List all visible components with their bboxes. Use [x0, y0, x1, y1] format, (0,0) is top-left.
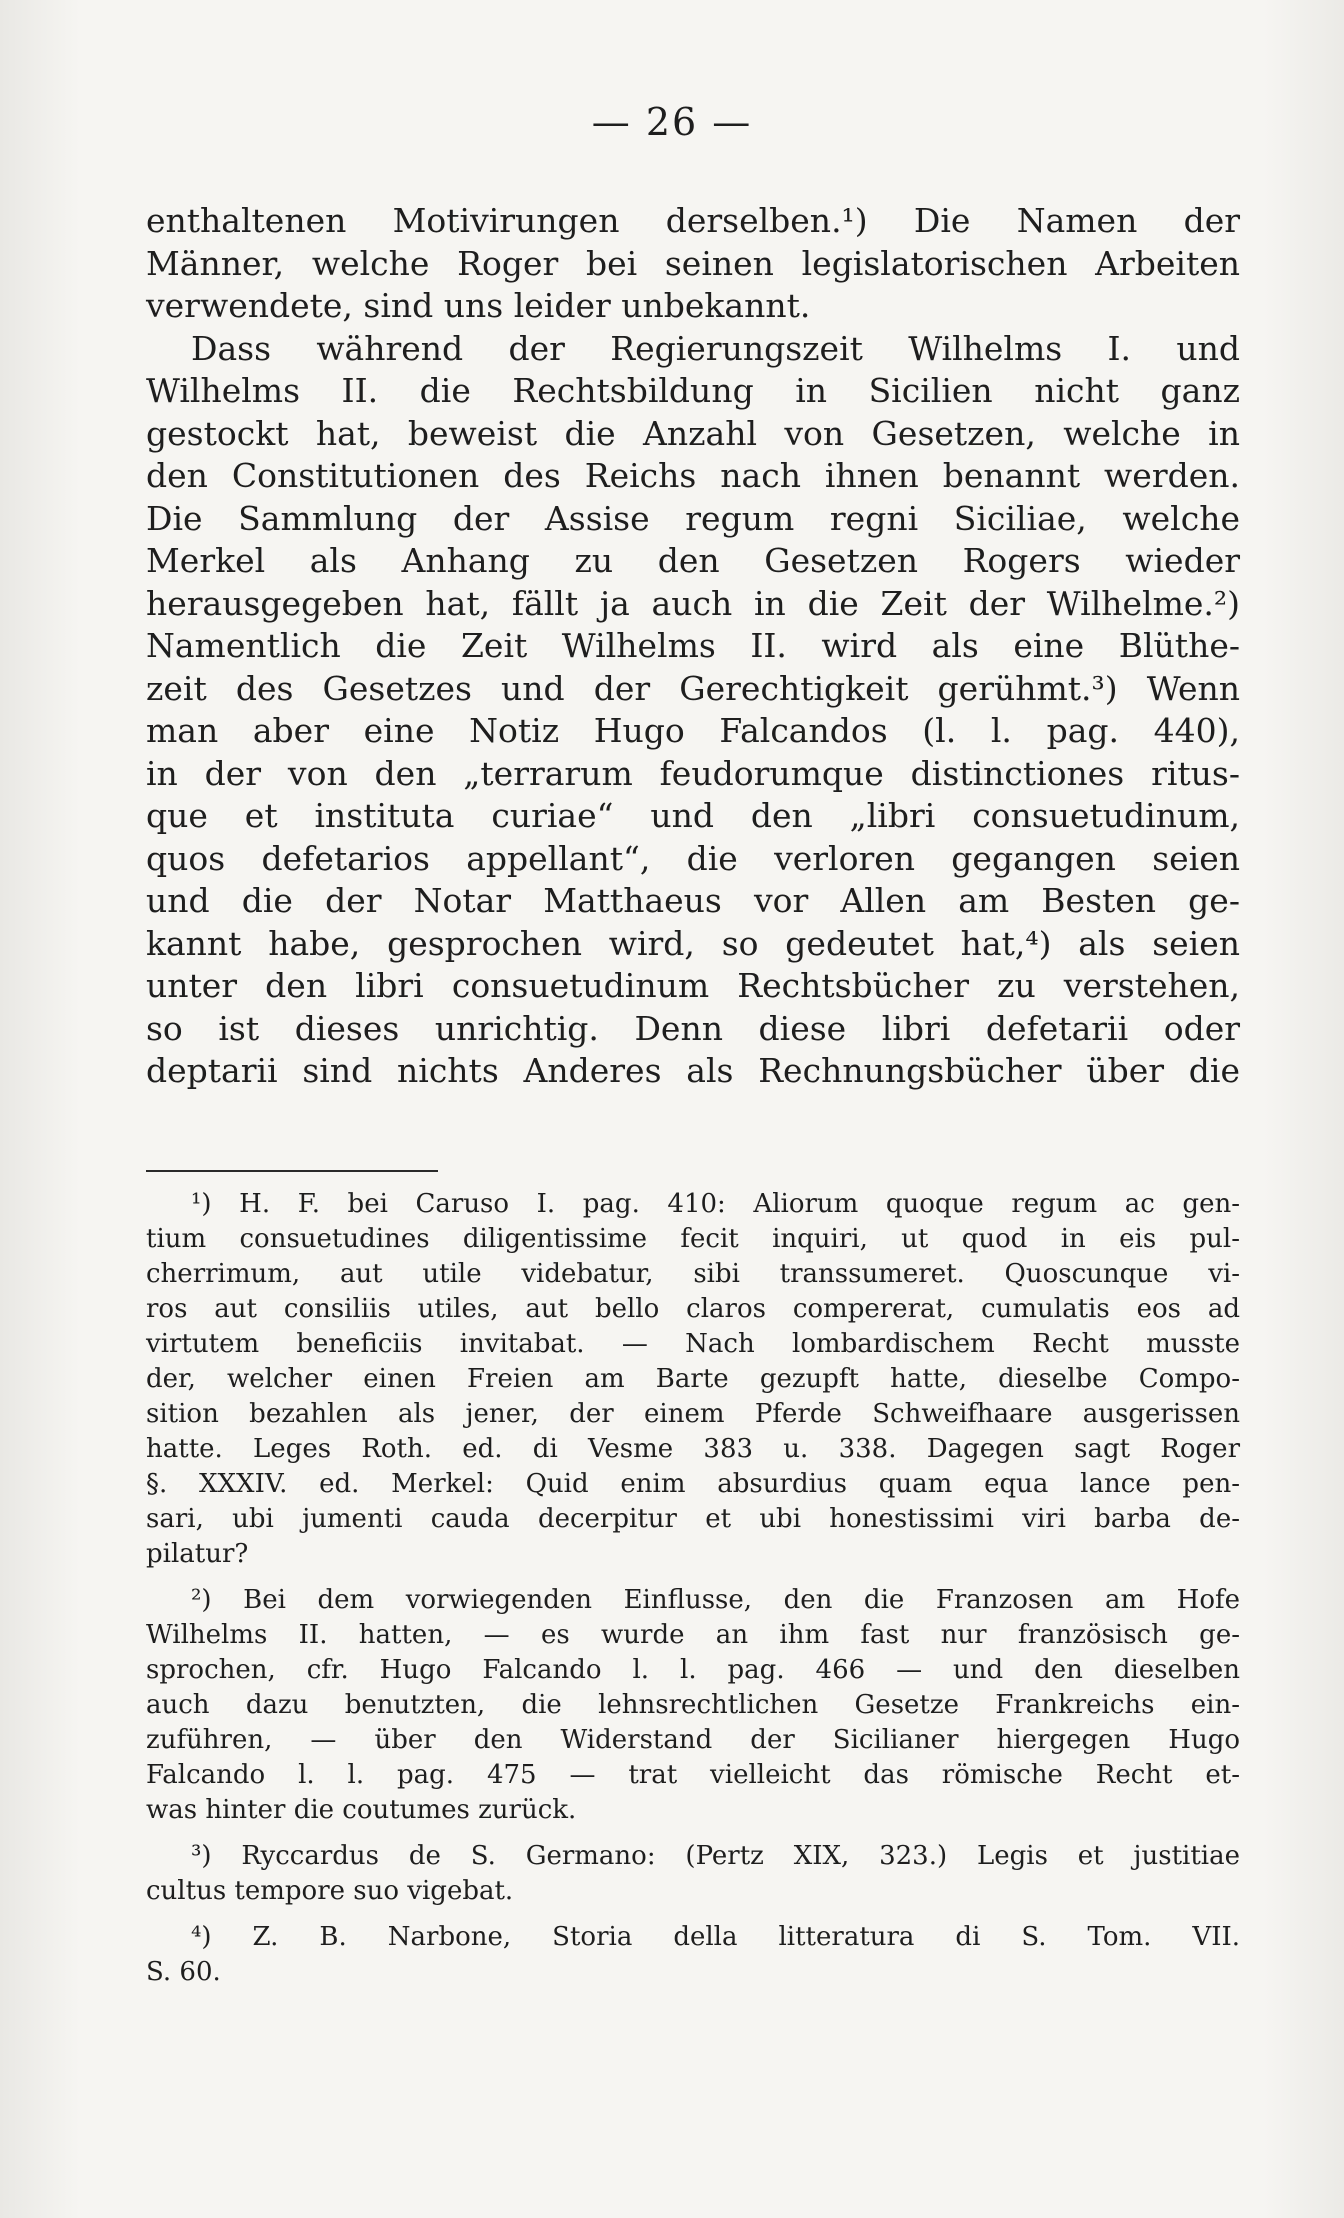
page-number: — 26 —	[591, 100, 753, 144]
main-text	[146, 200, 1240, 1093]
body-line: kannt habe, gesprochen wird, so gedeutet hat,⁴) als seien	[146, 923, 1240, 963]
footnote-line: sari, ubi jumenti cauda decerpitur et ubi honestissimi viri barba de-	[146, 1504, 1240, 1534]
body-line: den Constitutionen des Reichs nach ihnen benannt werden.	[146, 456, 1240, 495]
footnote-line: Wilhelms II. hatten, — es wurde an ihm fast nur französisch ge-	[146, 1620, 1240, 1650]
footnote-line: was hinter die coutumes zurück.	[146, 1795, 577, 1825]
body-line: und die der Notar Matthaeus vor Allen am Besten ge-	[146, 881, 1240, 920]
footnote-line: zuführen, — über den Widerstand der Sicilianer hiergegen Hugo	[146, 1725, 1240, 1755]
footnote-line: ⁴) Z. B. Narbone, Storia della litteratura di S. Tom. VII.	[191, 1922, 1240, 1952]
footnote-line: sition bezahlen als jener, der einem Pferde Schweifhaare ausgerissen	[146, 1399, 1240, 1429]
body-line: Merkel als Anhang zu den Gesetzen Rogers wieder	[146, 541, 1240, 580]
body-line: Namentlich die Zeit Wilhelms II. wird als eine Blüthe-	[146, 626, 1240, 665]
footnote-line: auch dazu benutzten, die lehnsrechtlichen Gesetze Frankreichs ein-	[146, 1690, 1240, 1720]
body-line: gestockt hat, beweist die Anzahl von Gesetzen, welche in	[146, 413, 1240, 453]
footnote-line: hatte. Leges Roth. ed. di Vesme 383 u. 338. Dagegen sagt Roger	[146, 1434, 1240, 1464]
body-line: man aber eine Notiz Hugo Falcandos (l. l. pag. 440),	[146, 711, 1240, 750]
body-line: Dass während der Regierungszeit Wilhelms I. und	[191, 328, 1240, 368]
body-line: quos defetarios appellant“, die verloren gegangen seien	[146, 838, 1240, 878]
body-line: deptarii sind nichts Anderes als Rechnungsbücher über die	[146, 1051, 1240, 1090]
footnote-line: cultus tempore suo vigebat.	[146, 1876, 514, 1906]
footnote-line: cherrimum, aut utile videbatur, sibi transsumeret. Quoscunque vi-	[146, 1259, 1240, 1289]
footnote-line: ³) Ryccardus de S. Germano: (Pertz XIX, 323.) Legis et justitiae	[191, 1841, 1240, 1871]
footnote-line: ¹) H. F. bei Caruso I. pag. 410: Aliorum quoque regum ac gen-	[191, 1189, 1240, 1219]
body-line: Wilhelms II. die Rechtsbildung in Sicilien nicht ganz	[146, 371, 1240, 410]
footnote-line: der, welcher einen Freien am Barte gezupft hatte, dieselbe Compo-	[146, 1364, 1240, 1394]
footnote-2	[146, 1583, 1240, 1828]
footnote-line: virtutem beneficiis invitabat. — Nach lombardischem Recht musste	[146, 1329, 1240, 1359]
footnote-line: tium consuetudines diligentissime fecit inquiri, ut quod in eis pul-	[146, 1224, 1240, 1254]
footnote-line: ros aut consiliis utiles, aut bello claros compererat, cumulatis eos ad	[146, 1294, 1240, 1324]
footnote-line: sprochen, cfr. Hugo Falcando l. l. pag. 466 — und den dieselben	[146, 1655, 1240, 1685]
footnote-line: Falcando l. l. pag. 475 — trat vielleicht das römische Recht et-	[146, 1760, 1240, 1790]
body-line: enthaltenen Motivirungen derselben.¹) Die Namen der	[146, 201, 1240, 240]
footnote-line: ²) Bei dem vorwiegenden Einflusse, den die Franzosen am Hofe	[191, 1585, 1240, 1615]
body-line: Männer, welche Roger bei seinen legislatorischen Arbeiten	[146, 243, 1240, 283]
footnotes	[146, 1187, 1240, 1990]
footnote-line: §. XXXIV. ed. Merkel: Quid enim absurdius quam equa lance pen-	[146, 1469, 1240, 1499]
footnote-line: S. 60.	[146, 1957, 221, 1987]
footnote-line: pilatur?	[146, 1539, 249, 1569]
body-line: Die Sammlung der Assise regum regni Siciliae, welche	[146, 498, 1240, 538]
footnote-1	[146, 1187, 1240, 1572]
footnote-3	[146, 1839, 1240, 1909]
body-line: so ist dieses unrichtig. Denn diese libri defetarii oder	[146, 1008, 1240, 1048]
body-line: unter den libri consuetudinum Rechtsbücher zu verstehen,	[146, 966, 1240, 1005]
body-line: in der von den „terrarum feudorumque distinctiones ritus-	[146, 753, 1240, 793]
footnote-rule	[146, 1170, 438, 1172]
body-line: que et instituta curiae“ und den „libri consuetudinum,	[146, 796, 1240, 835]
body-line: herausgegeben hat, fällt ja auch in die Zeit der Wilhelme.²)	[146, 583, 1240, 623]
body-line: verwendete, sind uns leider unbekannt.	[146, 286, 811, 325]
footnote-4	[146, 1920, 1240, 1990]
body-line: zeit des Gesetzes und der Gerechtigkeit gerühmt.³) Wenn	[146, 668, 1240, 708]
